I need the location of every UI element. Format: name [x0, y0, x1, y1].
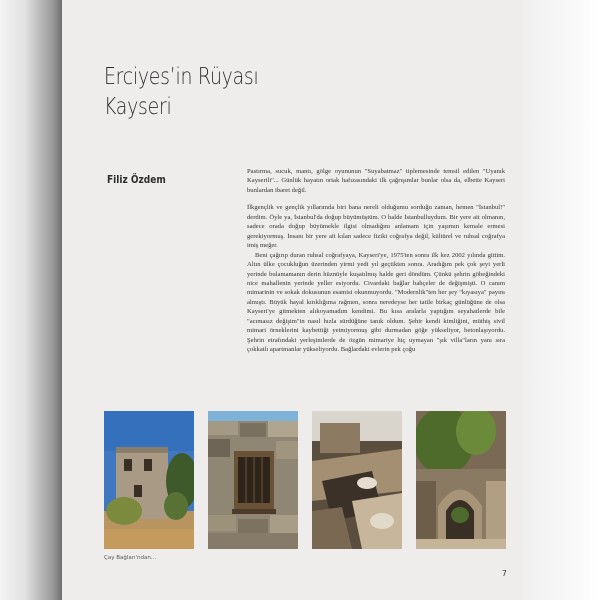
paragraph-2: İlkgençlik ve gençlik yıllarımda biri bana nereli olduğumu sorduğu zaman, hemen "İstanbul!" derdim. Öyle ya, İstanbul'da doğup büyümüştüm. O halde İstanbulluydum. Bir yere ait olmanın, sadece orada doğup büyümekle ilgisi olmadığını anlamam için yaşımın kemale ermesi gerekiyormuş. İnsanı bir yere ait kılan sadece fiziki coğrafya değil, kültürel ve ruhsal coğrafya imiş meğer.	[247, 204, 505, 250]
paragraph-3: Beni çağırıp duran ruhsal coğrafyaya, Kayseri'ye, 1975'ten sonra ilk kez 2002 yılında gittim. Altın ülke çocukluğun üzerinden yirmi yedi yıl geçtikten sonra. Aradığım pek çok şeyi yerli yerinde bulamamanın derin hüznüyle kuşatılmış halde geri döndüm. Çünkü şehrin göbeğindeki nice mahallenin yerinde yeller esiyordu. Civardaki bağlar bahçeler de değişmişti. O canım mimarinin ve sokak dokusunun esamisi okunmuyordu. "Modernlik"ten her şey "kıyasıya" payını almıştı. Büyük hayal kırıklığıma rağmen, sonra neredeyse her tatile birkaç günlüğüne de olsa Kayseri'ye gitmekten alıkoyamadım kendimi. Bu kısa aralarla yaptığım seyahatlerde bile "acımasız değişim"in nasıl hızla sürdüğüne tanık oldum. Şehir kendi kimliğini, müthiş sivil mimari örneklerini kaybettiği yetmiyormuş gibi durmadan göğe yükseliyor, betonlaşıyordu. Şehrin etrafındaki yerleşimlerde de özgün mimariye hiç uymayan "şık villa"ların yanı sıra çokkatlı apartmanlar yükseliyordu. Bağlardaki evlerin pek çoğu	[247, 251, 505, 354]
article-title	[104, 62, 258, 122]
paragraph-intro: Pastırma, sucuk, mantı, gölge oyununun "Suyabatmaz" tiplemesinde temsil edilen "Uyanık Kayserili"... Günlük hayatın ortak hafızasındaki ilk çağrışımlar bunlar olsa da, elbette Kayseri bunlardan ibaret değil.	[247, 168, 505, 194]
photo-stone-arch	[416, 411, 506, 549]
photo-ruined-interior	[312, 411, 402, 549]
scan-margin	[522, 0, 600, 600]
magazine-page	[62, 0, 522, 600]
article-body	[247, 167, 505, 355]
page-number: 7	[502, 569, 507, 578]
photo-stone-window	[208, 411, 298, 549]
scan-binding-shadow	[0, 0, 62, 600]
title-line-2: Kayseri	[104, 94, 172, 120]
photo-stone-tower	[104, 411, 194, 549]
title-line-1: Erciyes’in Rüyası	[104, 64, 259, 90]
photo-caption: Çay Bağları'ndan...	[104, 555, 157, 561]
author-name: Filiz Özdem	[107, 174, 166, 186]
